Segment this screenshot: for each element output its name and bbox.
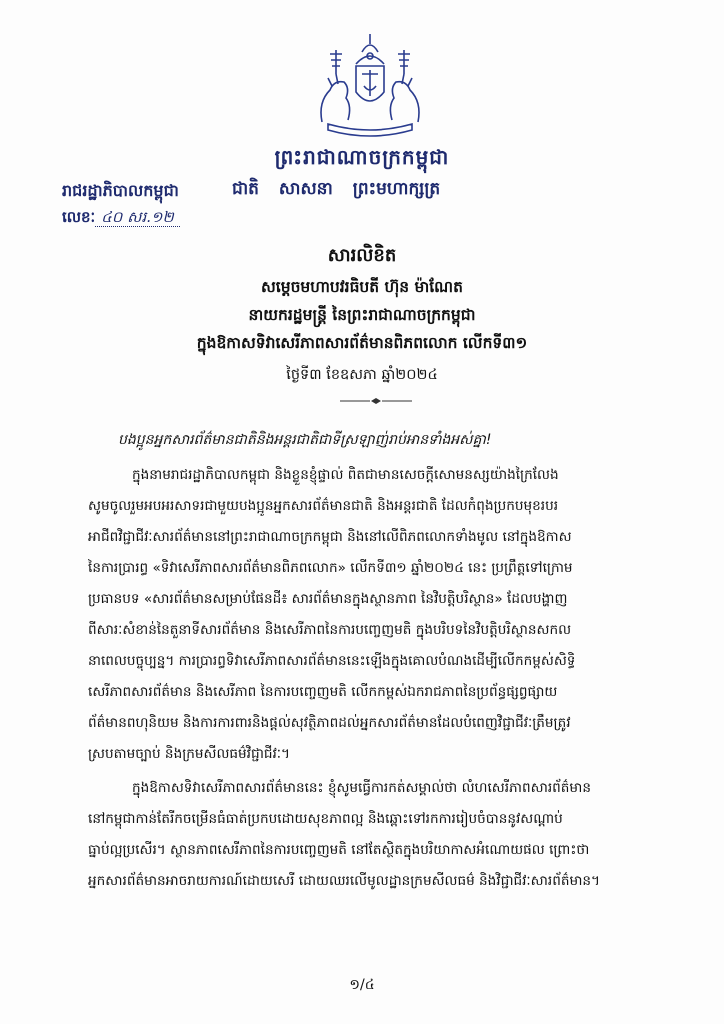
motto-nation: ជាតិ [232,179,259,199]
paragraph-line: ព័ត៌មានពហុនិយម និងការការពារនិងផ្តល់សុវត្ថិភាពដល់អ្នកសារព័ត៌មានដែលបំពេញវិជ្ជាជីវៈត្រឹមត្រូវ [88,715,571,731]
motto-religion: សាសនា [278,179,333,199]
paragraph-line: សូមចូលរួមអបអរសាទរជាមួយបងប្អូនអ្នកសារព័ត៌មានជាតិ និងអន្តរជាតិ ដែលកំពុងប្រកបមុខរបរ [88,498,559,514]
occasion-line: ក្នុងឱកាសទិវាសេរីភាពសារព័ត៌មានពិភពលោក លើកទី៣១ [196,334,528,352]
paragraph-line: នៅកម្ពុជាកាន់តែរីកចម្រើនធំធាត់ប្រកបដោយសុខភាពល្អ និងឆ្ពោះទៅរកការរៀបចំបាននូវសណ្តាប់ [88,811,563,827]
author-name: សម្តេចមហាបវរធិបតី ហ៊ុន ម៉ាណែត [261,278,463,296]
document-date: ថ្ងៃទី៣ ខែឧសភា ឆ្នាំ២០២៤ [286,367,438,383]
royal-coat-of-arms-emblem [310,30,430,140]
paragraph-line: អាជីពវិជ្ជាជីវៈសារព័ត៌មាននៅព្រះរាជាណាចក្រកម្ពុជា និងនៅលើពិភពលោកទាំងមូល នៅក្នុងឱកាស [88,529,572,545]
paragraph-line: នៃការប្រារព្ធ «ទិវាសេរីភាពសារព័ត៌មានពិភពលោក» លើកទី៣១ ឆ្នាំ២០២៤ នេះ ប្រព្រឹត្តទៅក្រោម [88,560,573,576]
paragraph-2 [88,773,648,897]
paragraph-line: ក្នុងនាមរាជរដ្ឋាភិបាលកម្ពុជា និងខ្លួនខ្ញុំផ្ទាល់ ពិតជាមានសេចក្តីសោមនស្សយ៉ាងក្រៃលែង [132,467,559,483]
page-number: ១/៤ [349,977,375,993]
national-motto [232,178,652,203]
kingdom-heading: ព្រះរាជាណាចក្រកម្ពុជា [274,145,450,169]
reference-label: លេខៈ [62,208,96,226]
salutation: បងប្អូនអ្នកសារព័ត៌មានជាតិនិងអន្តរជាតិជាទីស្រឡាញ់រាប់អានទាំងអស់គ្នា! [118,432,492,448]
document-title: សារលិខិត [327,245,397,266]
paragraph-line: ប្រធានបទ «សារព័ត៌មានសម្រាប់ផែនដី៖ សារព័ត៌មានក្នុងស្ថានភាព នៃវិបត្តិបរិស្ថាន» ដែលបង្ហាញ [88,591,568,607]
paragraph-line: អ្នកសារព័ត៌មានអាចរាយការណ៍ដោយសេរី ដោយឈរលើមូលដ្ឋានក្រមសីលធម៌ និងវិជ្ជាជីវៈសារព័ត៌មាន។ [88,873,601,889]
author-position: នាយករដ្ឋមន្ត្រី នៃព្រះរាជាណាចក្រកម្ពុជា [248,306,476,324]
paragraph-line: ក្នុងឱកាសទិវាសេរីភាពសារព័ត៌មាននេះ ខ្ញុំសូមធ្វើការកត់សម្គាល់ថា លំហសេរីភាពសារព័ត៌មាន [132,780,592,796]
ornamental-divider [340,398,412,404]
paragraph-line: ស្របតាមច្បាប់ និងក្រមសីលធម៌វិជ្ជាជីវៈ។ [88,746,290,762]
motto-king: ព្រះមហាក្សត្រ [352,179,441,199]
paragraph-line: នាពេលបច្ចុប្បន្ន។ ការប្រារព្ធទិវាសេរីភាពសារព័ត៌មាននេះឡើងក្នុងគោលបំណងដើម្បីលើកកម្ពស់សិទ្ធិ [88,653,576,669]
government-label: រាជរដ្ឋាភិបាលកម្ពុជា [62,181,179,200]
reference-value: ៤០ សរ.១២ [95,208,180,227]
reference-number [62,208,180,230]
paragraph-line: ធ្នាប់ល្អប្រសើរ។ ស្ថានភាពសេរីភាពនៃការបញ្ចេញមតិ នៅតែស្ថិតក្នុងបរិយាកាសអំណោយផល ព្រោះថា [88,842,590,858]
paragraph-line: សេរីភាពសារព័ត៌មាន និងសេរីភាព នៃការបញ្ចេញមតិ លើកកម្ពស់ឯករាជភាពនៃប្រព័ន្ធផ្សព្វផ្សាយ [88,684,558,700]
paragraph-line: ពីសារៈសំខាន់នៃតួនាទីសារព័ត៌មាន និងសេរីភាពនៃការបញ្ចេញមតិ ក្នុងបរិបទនៃវិបត្តិបរិស្ថានសកល [88,622,572,638]
paragraph-1 [88,460,648,770]
